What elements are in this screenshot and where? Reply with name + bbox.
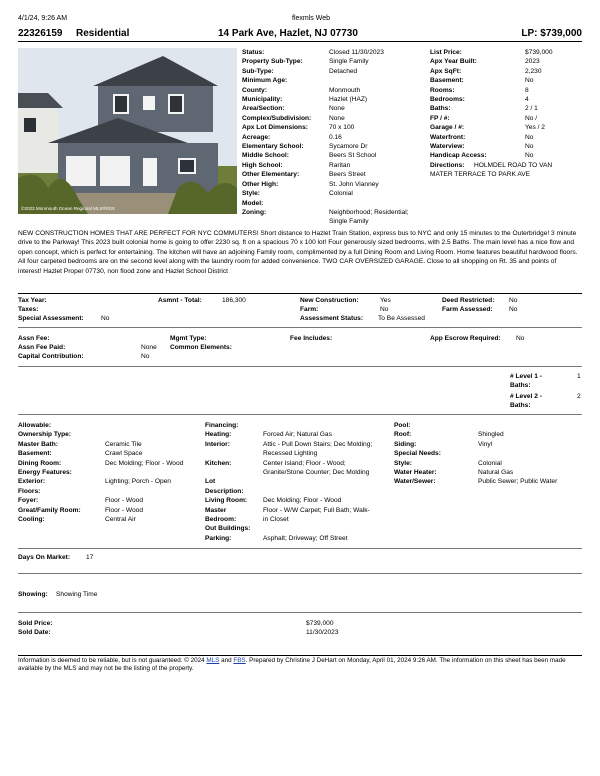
new-construction-value: Yes bbox=[380, 297, 391, 304]
detail-label: Allowable: bbox=[18, 422, 51, 429]
detail-row bbox=[18, 430, 183, 439]
detail-row bbox=[242, 189, 409, 198]
detail-row bbox=[430, 67, 553, 76]
detail-label: Ownership Type: bbox=[18, 431, 72, 439]
sold-date-label: Sold Date: bbox=[18, 629, 51, 636]
detail-label: Master Bath: bbox=[18, 440, 58, 448]
detail-label bbox=[205, 449, 263, 458]
detail-value: Neighborhood; Residential; bbox=[329, 208, 409, 216]
special-assessment-value: No bbox=[101, 315, 110, 322]
detail-label: Dining Room: bbox=[18, 459, 62, 467]
detail-label: Property Sub-Type: bbox=[242, 58, 303, 66]
detail-value: 2023 bbox=[525, 58, 540, 66]
detail-row bbox=[205, 449, 372, 458]
detail-label: County: bbox=[242, 86, 267, 94]
level-2-baths-value: 2 bbox=[577, 393, 581, 400]
detail-value: 2,230 bbox=[525, 67, 542, 75]
asmnt-total-label: Asmnt - Total: bbox=[158, 297, 202, 304]
detail-label: High School: bbox=[242, 161, 283, 169]
public-remarks: NEW CONSTRUCTION HOMES THAT ARE PERFECT FOR NYC COMMUTERS! Short distance to Hazlet Train Station, express bus to NYC and only 15 minutes to the Outerbridge! 3 minute drive to the Parkway! This 2023 built colonial home is going to offer 2230 sq. ft on a spacious 70 x 100 lot! Four generously sized bedrooms, with 2.5 Baths. The main level has a nice flow and open concept, which is perfect for entertaining. The kitchen will have an adjoining Family room, complimented by a full Dining Room and Living Room. Home features beautiful hardwood floors. All four carpeted bedrooms are on the second level along with the laundry room for added convenience. TWO CAR OVERSIZED GARAGE. Close to all shopping on Rt. 35 and points of interest! Hazlet Proper 07730, non flood zone and Hazlet School District bbox=[18, 230, 578, 275]
detail-label: Basement: bbox=[430, 77, 464, 85]
detail-label: Parking: bbox=[205, 534, 232, 542]
assn-fee-paid-label: Assn Fee Paid: bbox=[18, 344, 66, 351]
detail-row bbox=[242, 76, 409, 85]
detail-value: St. John Vianney bbox=[329, 180, 379, 188]
farm-assessed-label: Farm Assessed: bbox=[442, 306, 493, 313]
showing-value: Showing Time bbox=[56, 591, 98, 598]
detail-label: Water/Sewer: bbox=[394, 478, 436, 486]
detail-label: Zoning: bbox=[242, 208, 267, 216]
asmnt-total-value: 186,300 bbox=[222, 297, 246, 304]
detail-row bbox=[430, 114, 553, 123]
detail-value: No bbox=[525, 152, 534, 160]
detail-label: Other Elementary: bbox=[242, 171, 300, 179]
site-name: flexmls Web bbox=[292, 15, 330, 22]
detail-label: Garage / #: bbox=[430, 124, 465, 132]
detail-row bbox=[205, 421, 372, 430]
detail-label: Heating: bbox=[205, 431, 232, 439]
detail-value: None bbox=[329, 114, 345, 122]
detail-value: Crawl Space bbox=[105, 450, 143, 458]
detail-row bbox=[242, 133, 409, 142]
detail-value: No bbox=[525, 77, 534, 85]
detail-label: Floors: bbox=[18, 487, 41, 495]
assn-fee-paid-value: None bbox=[141, 344, 157, 351]
detail-row bbox=[18, 449, 183, 458]
sold-price-label: Sold Price: bbox=[18, 620, 53, 627]
detail-value: 0.16 bbox=[329, 133, 342, 141]
detail-row bbox=[242, 142, 409, 151]
detail-row bbox=[205, 468, 372, 477]
deed-restricted-label: Deed Restricted: bbox=[442, 297, 495, 304]
detail-row bbox=[18, 421, 183, 430]
detail-row bbox=[18, 487, 183, 496]
detail-row bbox=[242, 161, 409, 170]
detail-value: Attic - Pull Down Stairs; Dec Molding; bbox=[263, 440, 373, 448]
detail-label: Water Heater: bbox=[394, 469, 437, 477]
detail-row bbox=[205, 459, 372, 468]
detail-row bbox=[242, 57, 409, 66]
days-on-market-value: 17 bbox=[86, 554, 94, 561]
detail-value: Monmouth bbox=[329, 86, 361, 94]
features-middle bbox=[205, 421, 372, 543]
detail-row bbox=[18, 468, 183, 477]
detail-label: Siding: bbox=[394, 440, 417, 448]
detail-row bbox=[242, 48, 409, 57]
detail-value: Ceramic Tile bbox=[105, 440, 142, 448]
showing-label: Showing: bbox=[18, 591, 48, 598]
mgmt-type-label: Mgmt Type: bbox=[170, 335, 207, 342]
detail-row bbox=[205, 487, 372, 496]
detail-row bbox=[18, 477, 183, 486]
detail-row bbox=[18, 440, 183, 449]
detail-value: Dec Molding; Floor - Wood bbox=[263, 497, 342, 505]
features-right bbox=[394, 421, 557, 487]
directions-row-2 bbox=[430, 170, 553, 179]
detail-value: Yes / 2 bbox=[525, 124, 545, 132]
detail-value: Floor - Wood bbox=[105, 506, 143, 514]
details-list-1 bbox=[242, 48, 409, 227]
detail-row bbox=[430, 86, 553, 95]
tax-rule bbox=[18, 327, 582, 328]
common-elements-label: Common Elements: bbox=[170, 344, 232, 351]
directions-line2: MATER TERRACE TO PARK AVE bbox=[430, 171, 531, 179]
footer-rule bbox=[18, 655, 582, 656]
capital-contribution-label: Capital Contribution: bbox=[18, 353, 84, 360]
detail-value: Colonial bbox=[478, 459, 502, 467]
detail-row bbox=[242, 104, 409, 113]
assessment-status-value: To Be Assessed bbox=[378, 315, 425, 322]
features-left bbox=[18, 421, 183, 524]
detail-value: 2 / 1 bbox=[525, 105, 538, 113]
mls-number: 22326159 bbox=[18, 28, 63, 39]
detail-row bbox=[430, 151, 553, 160]
detail-row bbox=[430, 123, 553, 132]
detail-label: Kitchen: bbox=[205, 459, 232, 467]
detail-label: Financing: bbox=[205, 422, 239, 429]
footer-text-1: Information is deemed to be reliable, but is not guaranteed. © 2024 bbox=[18, 657, 207, 664]
detail-value: Central Air bbox=[105, 516, 136, 524]
detail-value: Forced Air; Natural Gas bbox=[263, 431, 332, 439]
print-datetime: 4/1/24, 9:26 AM bbox=[18, 15, 68, 22]
detail-row bbox=[394, 430, 557, 439]
detail-row bbox=[242, 199, 409, 208]
detail-label: Master bbox=[205, 506, 227, 514]
level-1-baths-label: Baths: bbox=[510, 382, 531, 389]
detail-value: No / bbox=[525, 114, 538, 122]
detail-label: Baths: bbox=[430, 105, 451, 113]
detail-row bbox=[242, 170, 409, 179]
detail-label: Special Needs: bbox=[394, 450, 441, 458]
detail-value: Hazlet (HAZ) bbox=[329, 96, 368, 104]
detail-row bbox=[18, 496, 183, 505]
detail-label: Style: bbox=[242, 190, 260, 198]
list-price-header: LP: $739,000 bbox=[521, 28, 582, 39]
house-image bbox=[18, 48, 237, 214]
farm-label: Farm: bbox=[300, 306, 319, 313]
detail-label: Style: bbox=[394, 459, 412, 467]
detail-value: Closed 11/30/2023 bbox=[329, 49, 384, 56]
detail-label: Waterview: bbox=[430, 143, 465, 151]
detail-value: Beers Street bbox=[329, 171, 366, 179]
detail-value: Vinyl bbox=[478, 440, 493, 448]
detail-label: Rooms: bbox=[430, 86, 455, 94]
detail-value: Single Family bbox=[329, 58, 369, 66]
detail-label: Exterior: bbox=[18, 478, 46, 486]
farm-assessed-value: No bbox=[509, 306, 518, 313]
detail-row bbox=[430, 57, 553, 66]
detail-value: Asphalt; Driveway; Off Street bbox=[263, 534, 348, 542]
detail-value: in Closet bbox=[263, 516, 289, 524]
detail-value: Floor - Wood bbox=[105, 497, 143, 505]
detail-row bbox=[394, 468, 557, 477]
detail-label: List Price: bbox=[430, 49, 462, 56]
detail-value: $739,000 bbox=[525, 49, 553, 56]
fee-includes-label: Fee Includes: bbox=[290, 335, 333, 342]
detail-value: No bbox=[525, 133, 534, 141]
level-2-label: # Level 2 - bbox=[510, 393, 542, 400]
detail-row bbox=[394, 449, 557, 458]
detail-row bbox=[205, 477, 372, 486]
detail-row bbox=[430, 133, 553, 142]
detail-value: Recessed Lighting bbox=[263, 450, 318, 458]
details-column-2 bbox=[430, 48, 553, 180]
detail-row bbox=[205, 430, 372, 439]
detail-row bbox=[205, 496, 372, 505]
detail-value: Detached bbox=[329, 67, 358, 75]
new-construction-label: New Construction: bbox=[300, 297, 359, 304]
footer-text-3: . Prepared by Christine J DeHart on Monday, April 01, 2024 9:26 AM. The information on this sheet has been made available by the MLS and may not be the listing of the property. bbox=[18, 657, 566, 672]
detail-label: Description: bbox=[205, 487, 244, 495]
detail-label: Bedrooms: bbox=[430, 96, 465, 104]
property-photo bbox=[18, 48, 237, 214]
detail-label: Complex/Subdivision: bbox=[242, 114, 312, 122]
detail-row bbox=[430, 104, 553, 113]
detail-value: None bbox=[329, 105, 345, 113]
detail-label: Municipality: bbox=[242, 96, 283, 104]
detail-label: Elementary School: bbox=[242, 143, 304, 151]
detail-label: Great/Family Room: bbox=[18, 506, 81, 514]
directions-line1: HOLMDEL ROAD TO VAN bbox=[474, 161, 553, 169]
detail-value: Shingled bbox=[478, 431, 504, 439]
header-rule bbox=[18, 41, 582, 42]
detail-label: Out Buildings: bbox=[205, 525, 251, 533]
detail-row bbox=[430, 95, 553, 104]
detail-value: Center Island; Floor - Wood; bbox=[263, 459, 346, 467]
footer-text-2: and bbox=[219, 657, 234, 664]
levels-rule bbox=[18, 414, 582, 415]
detail-row bbox=[394, 440, 557, 449]
detail-row bbox=[242, 180, 409, 189]
farm-value: No bbox=[380, 306, 389, 313]
detail-value: No bbox=[525, 143, 534, 151]
assn-fee-label: Assn Fee: bbox=[18, 335, 50, 342]
tax-year-label: Tax Year: bbox=[18, 297, 47, 304]
detail-value: Granite/Stone Counter; Dec Molding bbox=[263, 469, 370, 477]
property-class: Residential bbox=[76, 28, 130, 39]
sold-price-value: $739,000 bbox=[306, 620, 334, 627]
photo-watermark: ©2023 Monmouth Ocean Regional MLS®/IDX bbox=[21, 206, 115, 211]
level-2-baths-label: Baths: bbox=[510, 402, 531, 409]
directions-row bbox=[430, 161, 553, 170]
details-column-1 bbox=[242, 48, 409, 227]
detail-value: Sycamore Dr bbox=[329, 143, 368, 151]
detail-label: Energy Features: bbox=[18, 469, 72, 477]
detail-label: Roof: bbox=[394, 431, 412, 439]
detail-row bbox=[394, 459, 557, 468]
detail-row bbox=[205, 524, 372, 533]
detail-value: Single Family bbox=[329, 218, 369, 226]
detail-label: Apx Year Built: bbox=[430, 58, 477, 66]
detail-value: Colonial bbox=[329, 190, 353, 198]
assn-rule bbox=[18, 366, 582, 367]
detail-row bbox=[18, 515, 183, 524]
detail-label: Living Room: bbox=[205, 497, 248, 505]
remarks-rule bbox=[18, 293, 582, 294]
detail-value: 8 bbox=[525, 86, 529, 94]
detail-label: Waterfront: bbox=[430, 133, 466, 141]
days-on-market-label: Days On Market: bbox=[18, 554, 71, 561]
detail-label: Basement: bbox=[18, 450, 52, 458]
detail-row bbox=[394, 477, 557, 486]
detail-row bbox=[18, 459, 183, 468]
detail-label: Other High: bbox=[242, 180, 279, 188]
footer-disclaimer bbox=[18, 657, 583, 673]
detail-label: Apx Lot Dimensions: bbox=[242, 124, 308, 132]
property-address: 14 Park Ave, Hazlet, NJ 07730 bbox=[218, 28, 358, 39]
detail-row bbox=[242, 217, 409, 226]
detail-label: Foyer: bbox=[18, 497, 39, 505]
detail-label: Lot bbox=[205, 478, 216, 486]
detail-row bbox=[430, 142, 553, 151]
detail-label: Bedroom: bbox=[205, 516, 237, 524]
app-escrow-label: App Escrow Required: bbox=[430, 335, 501, 342]
detail-label: Middle School: bbox=[242, 152, 289, 160]
detail-label: Interior: bbox=[205, 440, 230, 448]
detail-label: Status: bbox=[242, 49, 265, 56]
mls-link[interactable]: MLS bbox=[206, 657, 220, 664]
capital-contribution-value: No bbox=[141, 353, 150, 360]
detail-label bbox=[205, 468, 263, 477]
detail-label: Cooling: bbox=[18, 516, 45, 524]
details-list-2 bbox=[430, 48, 553, 161]
detail-value: Natural Gas bbox=[478, 469, 514, 477]
detail-value: Lighting; Porch - Open bbox=[105, 478, 171, 486]
detail-row bbox=[242, 123, 409, 132]
app-escrow-value: No bbox=[516, 335, 525, 342]
features-rule bbox=[18, 548, 582, 549]
deed-restricted-value: No bbox=[509, 297, 518, 304]
detail-label: Sub-Type: bbox=[242, 67, 274, 75]
detail-label bbox=[242, 217, 329, 226]
detail-value: Floor - W/W Carpet; Full Bath; Walk- bbox=[263, 506, 370, 514]
detail-value: Beers St School bbox=[329, 152, 377, 160]
detail-row bbox=[18, 506, 183, 515]
detail-row bbox=[430, 76, 553, 85]
detail-value: 70 x 100 bbox=[329, 124, 355, 132]
detail-label: Area/Section: bbox=[242, 105, 285, 113]
detail-label: Handicap Access: bbox=[430, 152, 487, 160]
detail-row bbox=[242, 95, 409, 104]
detail-label: FP / #: bbox=[430, 114, 450, 122]
detail-value: Raritan bbox=[329, 161, 351, 169]
level-1-baths-value: 1 bbox=[577, 373, 581, 380]
detail-label: Apx SqFt: bbox=[430, 67, 462, 75]
detail-row bbox=[394, 421, 557, 430]
market-rule bbox=[18, 573, 582, 574]
showing-rule bbox=[18, 612, 582, 613]
detail-value: 4 bbox=[525, 96, 529, 104]
fbs-link[interactable]: FBS bbox=[233, 657, 246, 664]
detail-label: Model: bbox=[242, 199, 264, 207]
detail-row bbox=[242, 67, 409, 76]
taxes-label: Taxes: bbox=[18, 306, 39, 313]
detail-value: Public Sewer; Public Water bbox=[478, 478, 558, 486]
assessment-status-label: Assessment Status: bbox=[300, 315, 364, 322]
detail-value: Dec Molding; Floor - Wood bbox=[105, 459, 184, 467]
detail-row bbox=[242, 114, 409, 123]
detail-row bbox=[430, 48, 553, 57]
detail-row bbox=[205, 506, 372, 515]
detail-row bbox=[205, 534, 372, 543]
detail-row bbox=[242, 86, 409, 95]
level-1-label: # Level 1 - bbox=[510, 373, 542, 380]
detail-label: Pool: bbox=[394, 422, 411, 429]
directions-label: Directions: bbox=[430, 161, 465, 169]
detail-label: Minimum Age: bbox=[242, 77, 288, 85]
detail-row bbox=[242, 208, 409, 217]
sold-date-value: 11/30/2023 bbox=[306, 629, 339, 636]
detail-row bbox=[205, 440, 372, 449]
detail-label: Acreage: bbox=[242, 133, 271, 141]
detail-row bbox=[205, 515, 372, 524]
detail-row bbox=[242, 151, 409, 160]
special-assessment-label: Special Assessment: bbox=[18, 315, 84, 322]
